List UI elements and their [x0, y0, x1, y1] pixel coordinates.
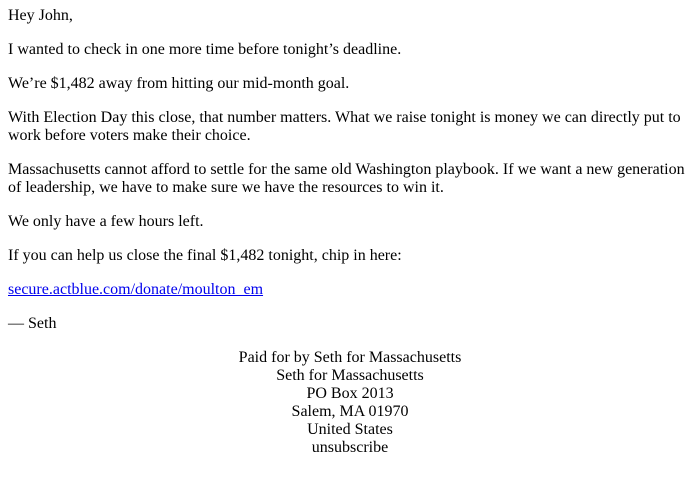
unsubscribe-link[interactable]: unsubscribe — [311, 439, 389, 456]
footer-po-box: PO Box 2013 — [306, 385, 394, 402]
footer-org: Seth for Massachusetts — [276, 367, 424, 384]
footer-paid-for: Paid for by Seth for Massachusetts — [238, 349, 462, 366]
email-footer — [8, 349, 692, 457]
donate-link[interactable]: secure.actblue.com/donate/moulton_em — [8, 281, 264, 298]
footer-unsubscribe-row — [8, 439, 692, 457]
paragraph-chip-in: If you can help us close the final $1,482 tonight, chip in here: — [8, 247, 402, 264]
paragraph-hours-left: We only have a few hours left. — [8, 213, 204, 230]
signature: — Seth — [8, 315, 57, 332]
footer-city: Salem, MA 01970 — [291, 403, 409, 420]
paragraph-goal: We’re $1,482 away from hitting our mid-month goal. — [8, 75, 350, 92]
donate-link-paragraph — [8, 281, 692, 299]
paragraph-deadline: I wanted to check in one more time before tonight’s deadline. — [8, 41, 402, 58]
paragraph-election-day: With Election Day this close, that number matters. What we raise tonight is money we can directly put to work before voters make their choice. — [8, 109, 681, 144]
paragraph-massachusetts: Massachusetts cannot afford to settle for the same old Washington playbook. If we want a new generation of leadership, we have to make sure we have the resources to win it. — [8, 161, 685, 196]
footer-country: United States — [307, 421, 393, 438]
greeting: Hey John, — [8, 7, 73, 24]
